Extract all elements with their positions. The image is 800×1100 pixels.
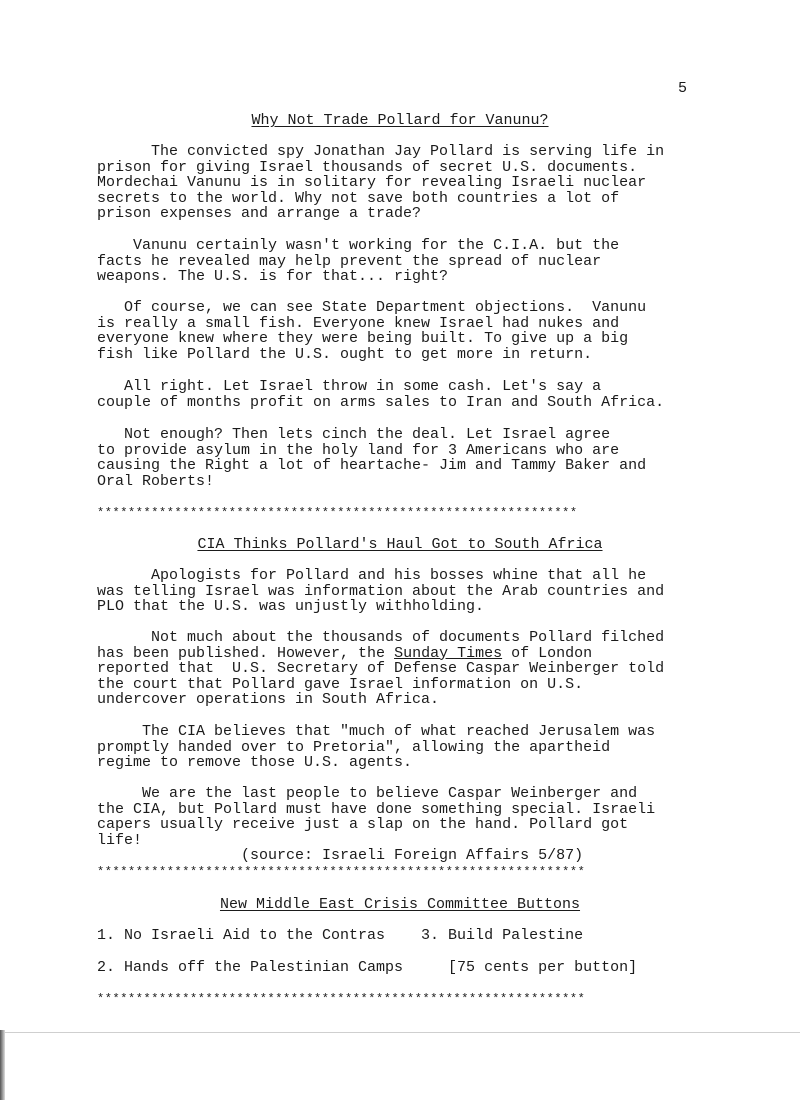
paragraph: Vanunu certainly wasn't working for the C.I.A. but the facts he revealed may help prevent the spread of nuclear weapons. The U.S. is for that... right? [97,237,620,285]
section-heading-cia-south-africa: CIA Thinks Pollard's Haul Got to South Africa [197,536,603,553]
newspaper-title: Sunday Times [394,644,503,662]
paragraph: We are the last people to believe Caspar Weinberger and the CIA, but Pollard must have done something special. Israeli capers usually receive just a slap on the hand. Pollard got life! [97,785,656,849]
paragraph-line [97,646,697,662]
source-citation: (source: Israeli Foreign Affairs 5/87) [97,847,584,864]
section-heading-buttons: New Middle East Crisis Committee Buttons [219,896,581,913]
paragraph: The convicted spy Jonathan Jay Pollard is serving life in prison for giving Israel thousands of secret U.S. documents. Mordechai Vanunu is in solitary for revealing Israeli nuclear secrets to the world. Why not save both countries a lot of prison expenses and arrange a trade? [97,143,665,222]
section-heading-pollard-vanunu: Why Not Trade Pollard for Vanunu? [251,112,549,129]
button-list-line: 2. Hands off the Palestinian Camps [75 cents per button] [97,959,638,976]
paragraph: The CIA believes that "much of what reached Jerusalem was promptly handed over to Pretoria", allowing the apartheid regime to remove those U.S. agents. [97,723,656,771]
paragraph: Not enough? Then lets cinch the deal. Let Israel agree to provide asylum in the holy land for 3 Americans who are causing the Right a lot of heartache- Jim and Tammy Baker and Oral Roberts! [97,426,647,490]
paragraph: Of course, we can see State Department objections. Vanunu is really a small fish. Everyone knew Israel had nukes and everyone knew where they were being built. To give up a big fish like Pollard the U.S. ought to get more in return. [97,299,647,363]
scan-edge-line [0,1032,800,1033]
text-run: has been published. However, the [97,644,395,662]
asterisk-divider: ************************************************************** [97,506,578,520]
paragraph-line: reported that U.S. Secretary of Defense Caspar Weinberger told the court that Pollard gave Israel information on U.S. undercover operations in South Africa. [97,660,665,708]
asterisk-divider: *************************************************************** [97,865,586,879]
scan-edge-shadow [0,1030,5,1100]
paragraph: Apologists for Pollard and his bosses whine that all he was telling Israel was information about the Arab countries and PLO that the U.S. was unjustly withholding. [97,567,665,615]
asterisk-divider: *************************************************************** [97,992,586,1006]
button-list-line: 1. No Israeli Aid to the Contras 3. Build Palestine [97,927,584,944]
text-run: of London [502,644,593,662]
paragraph-line: Not much about the thousands of documents Pollard filched [97,629,665,646]
paragraph: All right. Let Israel throw in some cash. Let's say a couple of months profit on arms sales to Iran and South Africa. [97,378,665,411]
page-number: 5 [678,80,688,97]
